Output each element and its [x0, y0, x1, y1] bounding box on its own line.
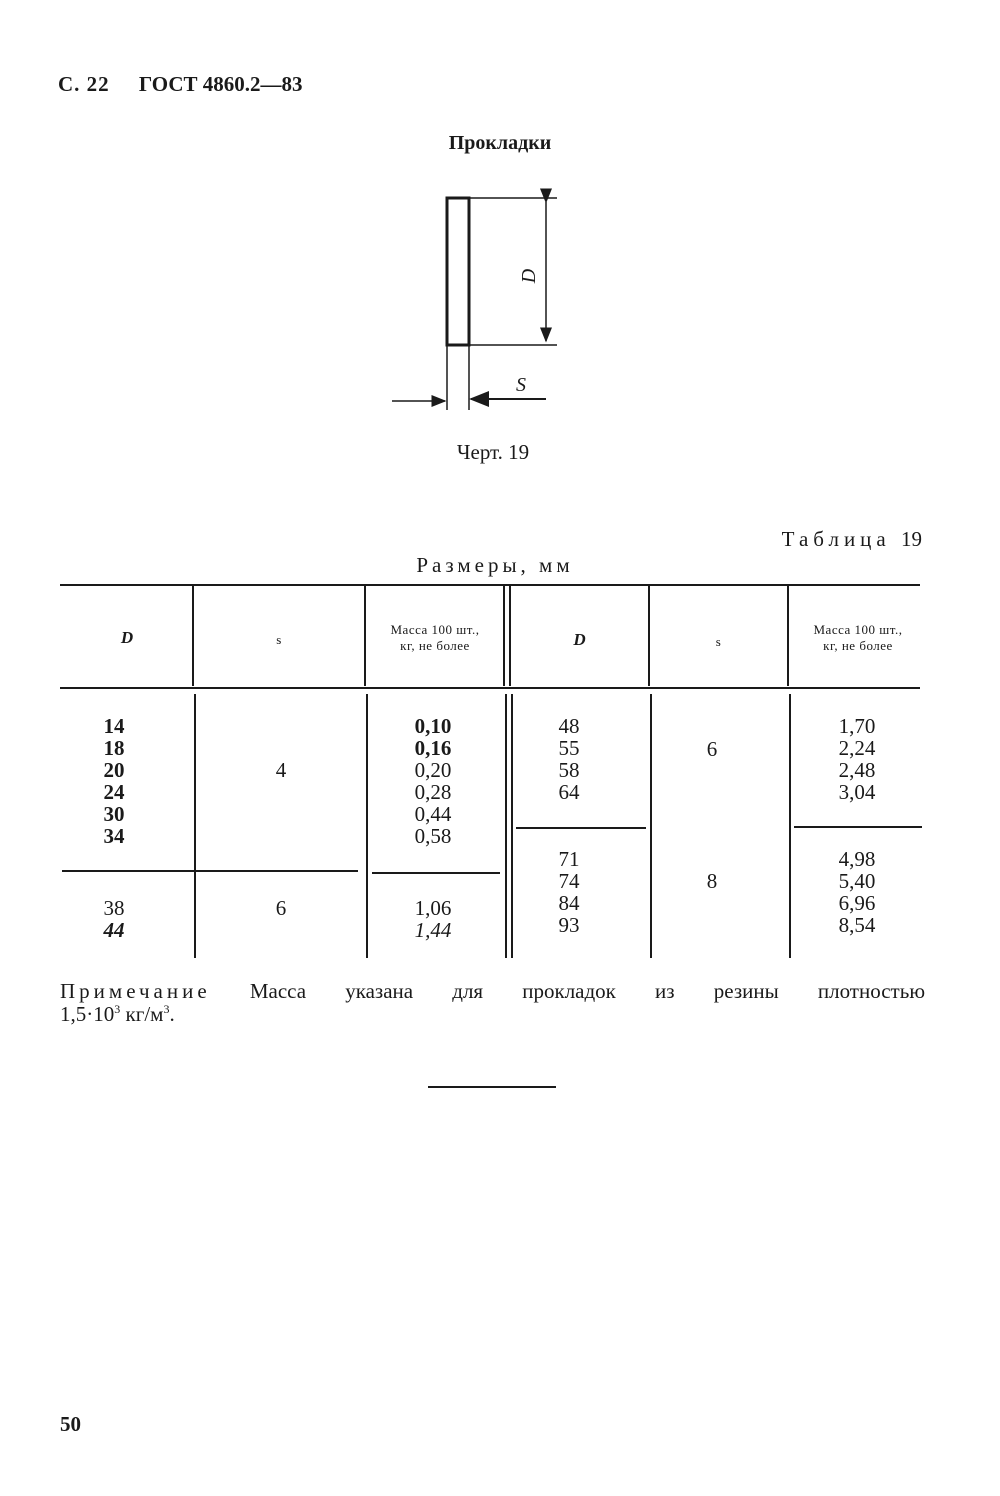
note-density-value: 1,5·10 [60, 1002, 115, 1026]
table-cell: 24 [103, 780, 125, 804]
header-mass-left [366, 622, 504, 654]
table-cell: 0,20 [414, 758, 452, 782]
right-g2-s: 8 [706, 869, 718, 893]
table-cell: 48 [558, 714, 580, 738]
table-cell: 14 [103, 714, 125, 738]
page-header [58, 72, 303, 97]
note-text: Масса указана для прокладок из резины плотностью [249, 979, 926, 1003]
table-cell: 38 [103, 896, 125, 920]
table-units: Размеры, мм [416, 553, 574, 577]
table-cell: 64 [558, 780, 580, 804]
left-g1-s: 4 [275, 758, 287, 782]
table-cell: 34 [103, 824, 125, 848]
right-g1-mass-column [791, 715, 923, 803]
note-density [60, 1002, 175, 1027]
standard-code: ГОСТ 4860.2—83 [138, 72, 303, 96]
table-cell: 55 [558, 736, 580, 760]
gasket-drawing [380, 185, 580, 420]
table-cell: 30 [103, 802, 125, 826]
table-cell: 84 [558, 891, 580, 915]
table-cell: 6,96 [838, 891, 876, 915]
right-group-rule [516, 827, 646, 829]
table-cell: 0,16 [414, 736, 452, 760]
folio-number: 50 [60, 1412, 81, 1436]
right-g2-mass-column [791, 848, 923, 936]
table-cell: 0,44 [414, 802, 452, 826]
left-g2-mass-column [368, 897, 498, 941]
table-note [60, 978, 925, 1004]
table-cell: 2,48 [838, 758, 876, 782]
header-mass-left-line1: Масса 100 шт., [390, 622, 480, 637]
header-s-left: s [276, 632, 282, 647]
table-cell: 20 [103, 758, 125, 782]
table-label [782, 527, 922, 552]
gasket-outline [447, 198, 469, 345]
right-g1-d-column [513, 715, 625, 803]
header-d-right: D [573, 630, 586, 649]
right-g1-s: 6 [706, 737, 718, 761]
table-cell: 1,06 [414, 896, 452, 920]
header-mass-right-line1: Масса 100 шт., [813, 622, 903, 637]
table-cell: 74 [558, 869, 580, 893]
note-density-unit-exp: 3 [163, 1002, 170, 1016]
table-cell: 8,54 [838, 913, 876, 937]
table-cell: 0,58 [414, 824, 452, 848]
table-cell: 0,10 [414, 714, 452, 738]
left-group-rule [62, 870, 358, 872]
left-g1-mass-column [368, 715, 498, 847]
table-cell: 3,04 [838, 780, 876, 804]
table-cell: 44 [103, 918, 125, 942]
table-cell: 1,44 [414, 918, 452, 942]
left-g1-d-column [62, 715, 166, 847]
header-mass-right-line2: кг, не более [823, 638, 893, 653]
table-cell: 2,24 [838, 736, 876, 760]
table-top-rule [60, 584, 920, 586]
left-g2-s: 6 [275, 896, 287, 920]
dimension-label-d: D [518, 268, 540, 284]
header-mass-left-line2: кг, не более [400, 638, 470, 653]
table-cell: 71 [558, 847, 580, 871]
note-density-end: . [169, 1002, 175, 1026]
table-cell: 1,70 [838, 714, 876, 738]
note-density-exp: 3 [114, 1002, 121, 1016]
header-mass-right [789, 622, 927, 654]
figure-caption: Черт. 19 [456, 440, 530, 464]
left-g2-d-column [62, 897, 166, 941]
header-d-left: D [120, 628, 134, 647]
table-header-rule [60, 687, 920, 689]
dimension-label-s: S [516, 374, 526, 396]
table-cell: 58 [558, 758, 580, 782]
table-label-number: 19 [901, 527, 922, 551]
table-cell: 5,40 [838, 869, 876, 893]
gasket-drawing-svg [380, 185, 580, 420]
end-rule [428, 1086, 556, 1088]
note-density-unit: кг/м [125, 1002, 164, 1026]
page-number-top: С. 22 [58, 72, 110, 96]
table-cell: 93 [558, 913, 580, 937]
table-cell: 18 [103, 736, 125, 760]
header-s-right: s [715, 634, 722, 649]
right-g2-d-column [513, 848, 625, 936]
table-label-word: Таблица [781, 527, 891, 551]
section-title: Прокладки [448, 132, 552, 154]
table-cell: 0,28 [414, 780, 452, 804]
table-cell: 4,98 [838, 847, 876, 871]
note-label: Примечание [60, 979, 211, 1003]
